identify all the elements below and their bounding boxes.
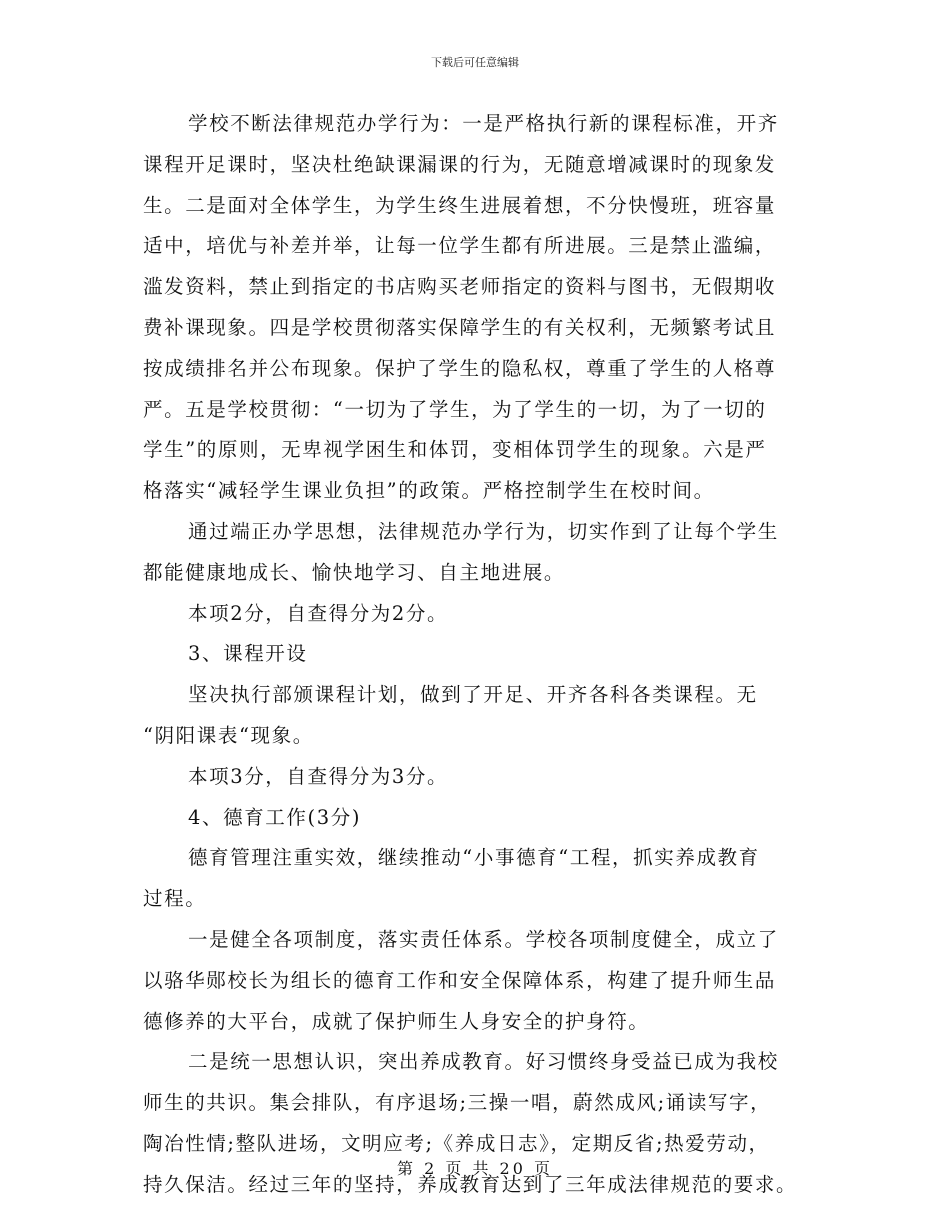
text-line: “阴阳课表“现象。: [143, 723, 314, 747]
text-line: 二是统一思想认识，突出养成教育。好习惯终身受益已成为我校: [188, 1050, 779, 1074]
text-line: 以骆华郧校长为组长的德育工作和安全保障体系，构建了提升师生品: [143, 968, 777, 992]
page-header-note: 下载后可任意编辑: [431, 56, 519, 69]
text-line: 持久保洁。经过三年的坚持，养成教育达到了三年成法律规范的要求。: [143, 1172, 798, 1196]
text-line: 4、德育工作(3分): [188, 805, 362, 829]
text-line: 3、课程开设: [188, 642, 308, 666]
text-line: 过程。: [143, 887, 207, 911]
text-line: 费补课现象。四是学校贯彻落实保障学生的有关权利，无频繁考试且: [143, 315, 777, 339]
text-line: 德育管理注重实效，继续推动“小事德育“工程，抓实养成教育: [188, 846, 760, 870]
text-line: 按成绩排名并公布现象。保护了学生的隐私权，尊重了学生的人格尊: [143, 356, 777, 380]
text-line: 德修养的大平台，成就了保护师生人身安全的护身符。: [143, 1009, 650, 1033]
text-line: 适中，培优与补差并举，让每一位学生都有所进展。三是禁止滥编，: [143, 234, 777, 258]
text-line: 格落实“减轻学生课业负担”的政策。严格控制学生在校时间。: [143, 479, 715, 503]
page-number-footer: 第 2 页 共 20 页: [397, 1159, 553, 1178]
document-body: [143, 104, 813, 1206]
text-line: 课程开足课时，坚决杜绝缺课漏课的行为，无随意增减课时的现象发: [143, 152, 777, 176]
text-line: 一是健全各项制度，落实责任体系。学校各项制度健全，成立了: [188, 927, 779, 951]
text-line: 都能健康地成长、愉快地学习、自主地进展。: [143, 560, 566, 584]
text-line: 滥发资料，禁止到指定的书店购买老师指定的资料与图书，无假期收: [143, 275, 777, 299]
text-line: 通过端正办学思想，法律规范办学行为，切实作到了让每个学生: [188, 519, 779, 543]
text-line: 严。五是学校贯彻：“一切为了学生，为了学生的一切，为了一切的: [143, 397, 767, 421]
text-line: 师生的共识。集会排队，有序退场;三操一唱，蔚然成风;诵读写字，: [143, 1091, 772, 1115]
text-line: 陶冶性情;整队进场，文明应考;《养成日志》，定期反省;热爱劳动，: [143, 1131, 770, 1155]
text-line: 本项3分，自查得分为3分。: [188, 764, 449, 788]
text-line: 坚决执行部颁课程计划，做到了开足、开齐各科各类课程。无: [188, 683, 758, 707]
text-line: 学校不断法律规范办学行为：一是严格执行新的课程标准，开齐: [188, 112, 779, 135]
text-line: 本项2分，自查得分为2分。: [188, 601, 449, 625]
text-line: 学生”的原则，无卑视学困生和体罚，变相体罚学生的现象。六是严: [143, 438, 767, 462]
text-line: 生。二是面对全体学生，为学生终生进展着想，不分快慢班，班容量: [143, 193, 777, 217]
